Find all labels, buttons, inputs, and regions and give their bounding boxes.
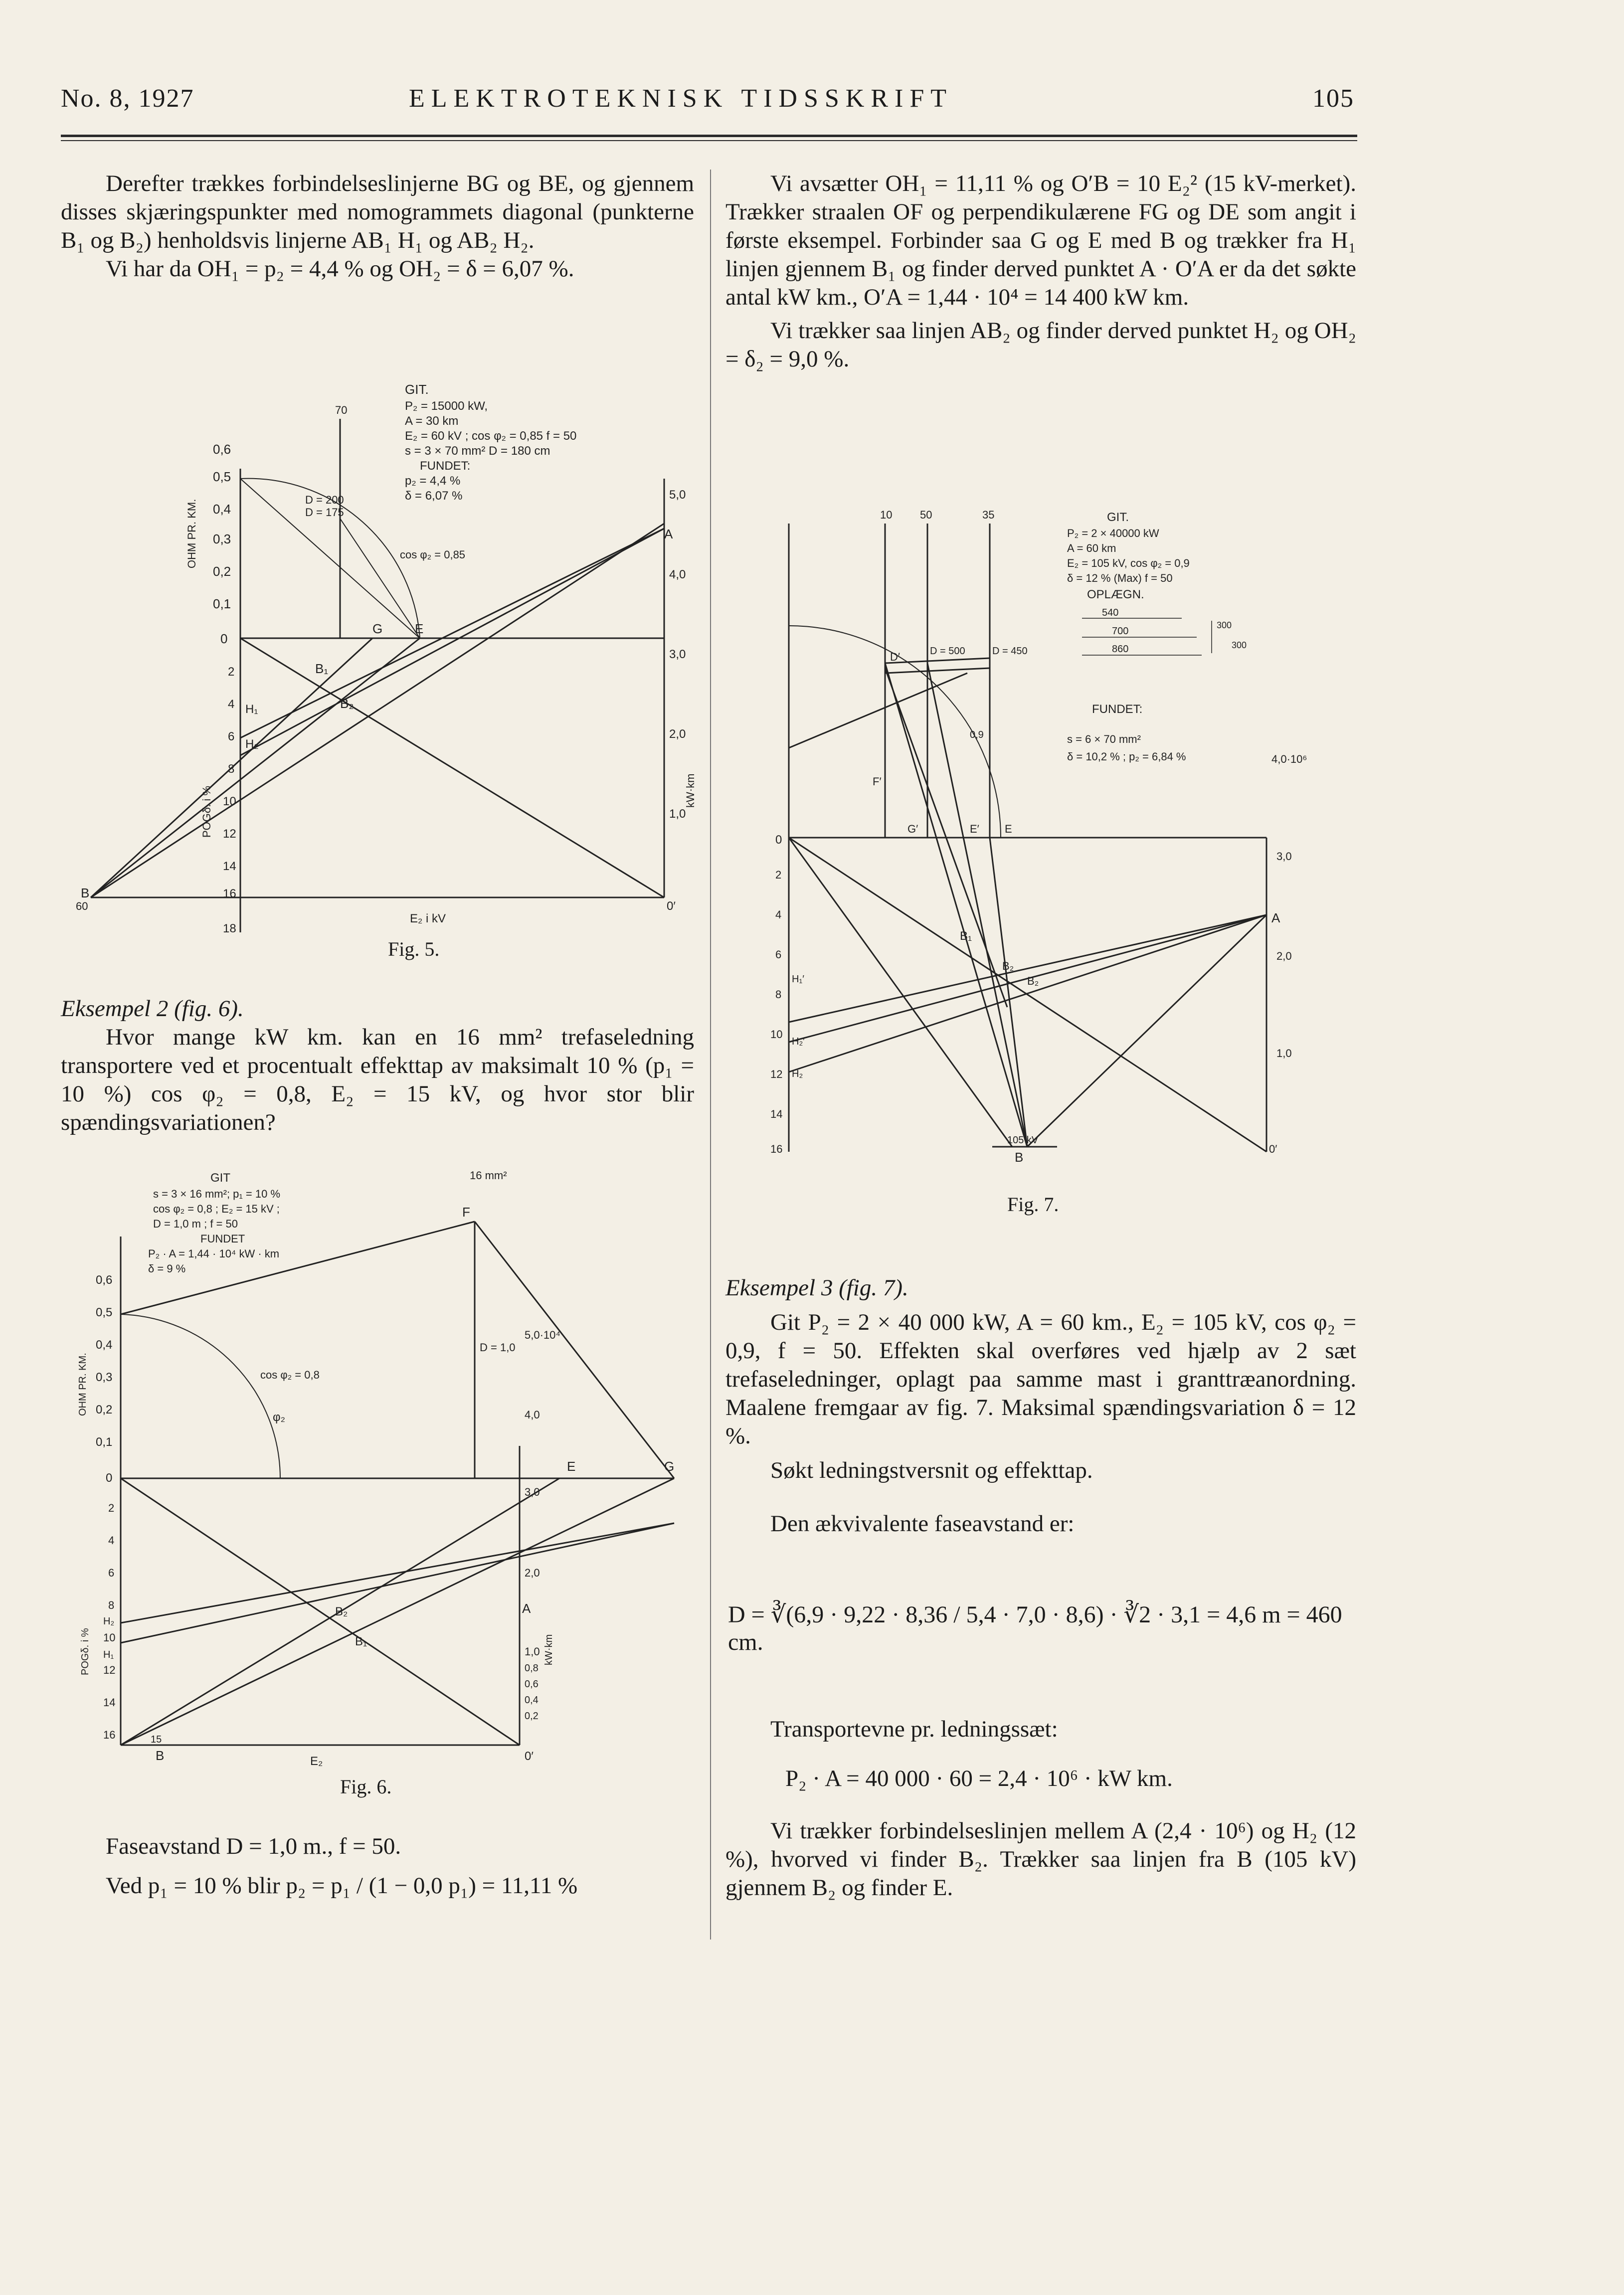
fig7-label-16: B xyxy=(1015,1150,1024,1165)
fig5-label-14: E₂ i kV xyxy=(410,912,446,925)
fig7-tick-r3: 1,0 xyxy=(1276,1047,1292,1059)
fig7-label-8: B₁ xyxy=(960,929,972,943)
fig6-tick-r4: 1,0 xyxy=(525,1645,540,1658)
fig7-given-3: E₂ = 105 kV, cos φ₂ = 0,9 xyxy=(1067,557,1190,569)
fig6-given-6: δ = 9 % xyxy=(148,1262,186,1275)
fig6-tick-r1: 4,0 xyxy=(525,1409,540,1421)
fig6-tick-b1: 4 xyxy=(108,1534,115,1547)
fig7-tick-l4: 8 xyxy=(775,988,782,1001)
fig5-tick-r2: 3,0 xyxy=(669,648,686,661)
fig6-label-13: 15 xyxy=(151,1734,162,1745)
fig7-label-9: B₂ xyxy=(1002,960,1014,972)
fig5-label-8: H₁ xyxy=(245,703,258,716)
example-2 xyxy=(61,995,694,1137)
fig5-label-16: POGδ. i % xyxy=(200,786,213,838)
fig5-given-4: s = 3 × 70 mm² D = 180 cm xyxy=(405,444,550,458)
fig5-caption: Fig. 5. xyxy=(388,938,440,960)
fig6-tick-b6: 14 xyxy=(103,1696,116,1709)
fig7-label-7: E xyxy=(1005,823,1012,835)
fig6-label-15: E₂ xyxy=(310,1755,323,1768)
fig5-label-6: B₁ xyxy=(315,661,329,676)
fig7-tick-l2: 4 xyxy=(775,908,782,921)
fig7-label-14: A xyxy=(1271,910,1280,925)
fig6-label-17: POGδ. i % xyxy=(80,1628,91,1675)
fig7-given-2: A = 60 km xyxy=(1067,542,1116,554)
fig7-tick-l5: 10 xyxy=(770,1028,783,1041)
fig6-label-2: D = 1,0 xyxy=(480,1341,516,1354)
fig5-given-2: A = 30 km xyxy=(405,414,459,428)
fig5-tick-l4: 0,2 xyxy=(213,564,231,579)
fig5-tick-l2: 0,4 xyxy=(213,502,231,517)
fig6-tick-r0: 5,0·10⁴ xyxy=(525,1329,560,1341)
fig6-frame xyxy=(121,1222,674,1745)
fig6-tick-r2: 3,0 xyxy=(525,1486,540,1498)
transport-intro: Transportevne pr. ledningssæt: xyxy=(770,1716,1058,1742)
faseavstand-intro: Den ækvivalente faseavstand er: xyxy=(770,1511,1075,1537)
fig7-dimension-lines xyxy=(1082,618,1212,655)
fig6-caption: Fig. 6. xyxy=(340,1775,392,1798)
fig6-tick-b2: 6 xyxy=(108,1567,115,1579)
fig6-label-10: H₁ xyxy=(103,1649,114,1660)
fig5-label-17: kW·km xyxy=(684,773,697,808)
fig5-given-6: p₂ = 4,4 % xyxy=(405,474,461,488)
fig7-tick-r2: 2,0 xyxy=(1276,950,1292,962)
fig7-given-8: 860 xyxy=(1112,644,1129,655)
fig7-label-1: D = 500 xyxy=(930,646,965,657)
fig5-label-11: B xyxy=(81,885,90,900)
fig7-tick-l6: 12 xyxy=(770,1068,783,1080)
fig7-label-0: D′ xyxy=(890,651,901,663)
fig5-tick-r3: 2,0 xyxy=(669,727,686,741)
fig6-label-16: OHM PR. KM. xyxy=(77,1353,88,1416)
fig7-tick-l1: 2 xyxy=(775,869,782,881)
fig7-label-4: F′ xyxy=(873,775,882,788)
fig7-frame xyxy=(789,524,1266,1152)
fig7-label-5: G′ xyxy=(907,823,918,835)
fig6-given-2: cos φ₂ = 0,8 ; E₂ = 15 kV ; xyxy=(153,1203,280,1215)
fig6-label-7: B₂ xyxy=(335,1605,348,1618)
fig7-given-12: s = 6 × 70 mm² xyxy=(1067,733,1141,745)
fig6-tick-r7: 0,4 xyxy=(525,1695,539,1706)
fig5-label-9: H₂ xyxy=(245,737,259,751)
figure-7 xyxy=(768,504,1356,1182)
fig5-label-1: D = 175 xyxy=(305,506,344,519)
left-bottom xyxy=(61,1832,694,1900)
fig5-tick-l5: 0,1 xyxy=(213,596,231,611)
fig6-given-0: GIT xyxy=(210,1171,230,1185)
fig6-tick-b0: 2 xyxy=(108,1502,115,1514)
fig6-given-4: FUNDET xyxy=(200,1233,245,1245)
fig7-label-12: H₂′ xyxy=(792,1036,805,1047)
fig7-given-7: 700 xyxy=(1112,626,1129,637)
fig7-given-13: δ = 10,2 % ; p₂ = 6,84 % xyxy=(1067,750,1186,763)
fig5-tick-b3: 8 xyxy=(228,762,235,776)
page-number: 105 xyxy=(1312,84,1354,113)
fig5-tick-r4: 1,0 xyxy=(669,807,686,821)
fig6-given-5: P₂ · A = 1,44 · 10⁴ kW · km xyxy=(148,1247,280,1260)
fig7-tick-r1: 3,0 xyxy=(1276,850,1292,863)
fig5-label-12: 60 xyxy=(76,900,88,912)
fig6-label-11: A xyxy=(522,1601,531,1616)
header-rule xyxy=(61,135,1357,137)
fig7-tick-l7: 14 xyxy=(770,1108,783,1120)
fig5-tick-l3: 0,3 xyxy=(213,531,231,546)
fig7-label-6: E′ xyxy=(970,823,979,835)
ved-equation: Ved p₁ = 10 % blir p₂ = p₁ / (1 − 0,0 p₁) = 11,11 % xyxy=(106,1873,578,1899)
fig7-top-tick-1: 50 xyxy=(920,509,932,521)
fig6-label-6: G xyxy=(664,1459,675,1474)
fig6-label-1: F xyxy=(462,1205,470,1220)
fig5-frame xyxy=(91,419,664,932)
fig7-tick-l0: 0 xyxy=(775,833,782,847)
fig5-label-2: 70 xyxy=(335,404,348,416)
fig6-label-9: H₂ xyxy=(103,1616,115,1627)
fig6-label-3: cos φ₂ = 0,8 xyxy=(260,1369,320,1381)
fig6-label-0: 16 mm² xyxy=(470,1169,507,1182)
fig7-given-5: OPLÆGN. xyxy=(1087,588,1144,601)
fig5-label-7: B₂ xyxy=(340,696,354,711)
fig6-label-14: 0′ xyxy=(525,1750,534,1763)
fig7-given-10: 300 xyxy=(1232,640,1247,650)
example3-title: Eksempel 3 (fig. 7). xyxy=(725,1275,908,1301)
fig5-tick-b2: 6 xyxy=(228,730,235,743)
fig6-tick-l3: 0,3 xyxy=(96,1371,113,1384)
header-rule-thin xyxy=(61,140,1357,141)
left-para-1: Derefter trækkes forbindelseslinjerne BG og BE, og gjennem disses skjæringspunkter med nomogrammets diagonal (punkterne B₁ og B₂) henholdsvis linjerne AB₁ H₁ og AB₂ H₂. xyxy=(61,171,694,253)
fig6-label-18: kW·km xyxy=(543,1634,554,1665)
fig5-tick-r0: 5,0 xyxy=(669,488,686,502)
fig5-label-0: D = 200 xyxy=(305,494,344,506)
fig5-given-3: E₂ = 60 kV ; cos φ₂ = 0,85 f = 50 xyxy=(405,429,577,443)
fig5-tick-r1: 4,0 xyxy=(669,568,686,581)
fig5-tick-b5: 12 xyxy=(223,827,236,841)
right-para-last: Vi trækker forbindelseslinjen mellem A (2,4 · 10⁶) og H₂ (12 %), hvorved vi finder B₂. Trækker saa linjen fra B (105 kV) gjennem B₂ og finder E. xyxy=(725,1818,1356,1901)
header-left: No. 8, 1927 xyxy=(61,84,194,113)
fig6-tick-l4: 0,2 xyxy=(96,1403,113,1416)
fig5-label-13: 0′ xyxy=(667,899,676,913)
fig7-top-tick-2: 35 xyxy=(982,509,995,521)
fig7-given-9: 300 xyxy=(1217,620,1232,630)
fig5-tick-b1: 4 xyxy=(228,698,235,711)
fig5-tick-l0: 0,6 xyxy=(213,442,231,457)
fig7-caption: Fig. 7. xyxy=(1007,1193,1059,1216)
fig5-tick-b4: 10 xyxy=(223,795,236,808)
fig6-tick-b4: 10 xyxy=(103,1631,116,1644)
fig5-tick-b7: 16 xyxy=(223,887,236,900)
fig7-given-11: FUNDET: xyxy=(1092,703,1143,716)
fig5-given-5: FUNDET: xyxy=(420,459,471,473)
fig5-tick-l1: 0,5 xyxy=(213,469,231,484)
fig5-label-4: G xyxy=(372,621,383,636)
fig7-tick-l8: 16 xyxy=(770,1143,783,1155)
fig5-label-5: E xyxy=(415,621,424,636)
fig7-label-17: 0′ xyxy=(1269,1143,1277,1155)
fig6-label-4: φ₂ xyxy=(273,1411,285,1424)
fig5-tick-b6: 14 xyxy=(223,860,236,873)
fig6-given-3: D = 1,0 m ; f = 50 xyxy=(153,1218,238,1230)
fig6-tick-r3: 2,0 xyxy=(525,1567,540,1579)
fig5-tick-l6: 0 xyxy=(220,631,228,646)
header-title: ELEKTROTEKNISK TIDSSKRIFT xyxy=(409,84,953,113)
right-para-2: Vi trækker saa linjen AB₂ og finder derved punktet H₂ og OH₂ = δ₂ = 9,0 %. xyxy=(725,318,1356,372)
fig6-tick-l1: 0,5 xyxy=(96,1306,113,1319)
fig5-given-7: δ = 6,07 % xyxy=(405,489,463,503)
fig7-label-13: H₂ xyxy=(792,1068,803,1079)
left-intro xyxy=(61,170,694,283)
fig6-tick-r8: 0,2 xyxy=(525,1711,539,1722)
fig6-tick-b5: 12 xyxy=(103,1664,116,1676)
fig6-tick-b3: 8 xyxy=(108,1599,115,1611)
left-para-2: Vi har da OH₁ = p₂ = 4,4 % og OH₂ = δ = 6,07 %. xyxy=(106,256,574,282)
fig7-tick-l3: 6 xyxy=(775,948,782,961)
transport-section xyxy=(725,1715,1356,1902)
fig6-tick-r6: 0,6 xyxy=(525,1679,539,1690)
fig6-tick-r5: 0,8 xyxy=(525,1663,539,1674)
figure-5 xyxy=(61,379,699,952)
equation-D: D = ∛(6,9 · 9,22 · 8,36 / 5,4 · 7,0 · 8,6) · ∛2 · 3,1 = 4,6 m = 460 cm. xyxy=(728,1601,1342,1655)
fig6-given-1: s = 3 × 16 mm²; p₁ = 10 % xyxy=(153,1188,281,1200)
fig6-tick-l2: 0,4 xyxy=(96,1338,113,1352)
fig5-label-15: OHM PR. KM. xyxy=(185,499,198,568)
equation-PA: P₂ · A = 40 000 · 60 = 2,4 · 10⁶ · kW km. xyxy=(785,1765,1173,1791)
fig7-given-1: P₂ = 2 × 40000 kW xyxy=(1067,527,1159,539)
fig6-tick-b7: 16 xyxy=(103,1729,116,1741)
figure-6 xyxy=(61,1167,699,1775)
example2-title: Eksempel 2 (fig. 6). xyxy=(61,996,244,1022)
fig6-tick-l0: 0,6 xyxy=(96,1273,113,1287)
right-intro xyxy=(725,170,1356,373)
fig5-tick-b0: 2 xyxy=(228,665,235,679)
fig7-tick-r0: 4,0·10⁶ xyxy=(1271,753,1307,765)
fig7-top-tick-0: 10 xyxy=(880,509,893,521)
sokt-text: Søkt ledningstversnit og effekttap. xyxy=(770,1457,1093,1483)
column-divider xyxy=(710,170,711,1940)
fig6-label-12: B xyxy=(156,1748,165,1763)
fig7-label-2: D = 450 xyxy=(992,646,1028,657)
fig7-given-0: GIT. xyxy=(1107,511,1129,524)
example3-text: Git P₂ = 2 × 40 000 kW, A = 60 km., E₂ = 105 kV, cos φ₂ = 0,9, f = 50. Effekten skal overføres ved hjælp av 2 sæt trefaseledninger, oplagt paa samme mast i granttræanordning. Maalene fremgaar av fig. 7. Maksimal spændingsvariation δ = 12 %. xyxy=(725,1309,1356,1449)
fig6-tick-l5: 0,1 xyxy=(96,1435,113,1449)
fig7-label-15: 105 kV xyxy=(1007,1135,1039,1146)
faseavstand-text: Faseavstand D = 1,0 m., f = 50. xyxy=(106,1833,401,1859)
fig5-given-0: GIT. xyxy=(405,382,429,397)
fig7-label-3: 0,9 xyxy=(970,729,984,740)
fig7-given-6: 540 xyxy=(1102,607,1119,618)
fig5-tick-b8: 18 xyxy=(223,922,236,935)
fig5-label-3: cos φ₂ = 0,85 xyxy=(400,548,466,561)
right-para-1: Vi avsætter OH₁ = 11,11 % og O′B = 10 E₂² (15 kV-merket). Trækker straalen OF og perpendikulærene FG og DE som angit i første eksempel. Forbinder saa G og E med B og trækker fra H₁ linjen gjennem B₁ og finder derved punktet A · O′A er da det søkte antal kW km., O′A = 1,44 · 10⁴ = 14 400 kW km. xyxy=(725,171,1356,310)
fig5-label-10: A xyxy=(664,527,673,541)
fig7-given-4: δ = 12 % (Max) f = 50 xyxy=(1067,572,1173,584)
fig5-given-1: P₂ = 15000 kW, xyxy=(405,399,488,413)
example2-text: Hvor mange kW km. kan en 16 mm² trefaseledning transportere ved et procentualt effekttap av maksimalt 10 % (p₁ = 10 %) cos φ₂ = 0,8, E₂ = 15 kV, og hvor stor blir spændingsvariationen? xyxy=(61,1024,694,1135)
fig6-label-5: E xyxy=(567,1459,576,1474)
fig6-tick-l6: 0 xyxy=(106,1471,113,1485)
fig6-label-8: B₁ xyxy=(355,1635,367,1648)
fig7-label-10: B₂ xyxy=(1027,975,1039,987)
example-3 xyxy=(725,1274,1356,1538)
fig7-label-11: H₁′ xyxy=(792,974,804,985)
